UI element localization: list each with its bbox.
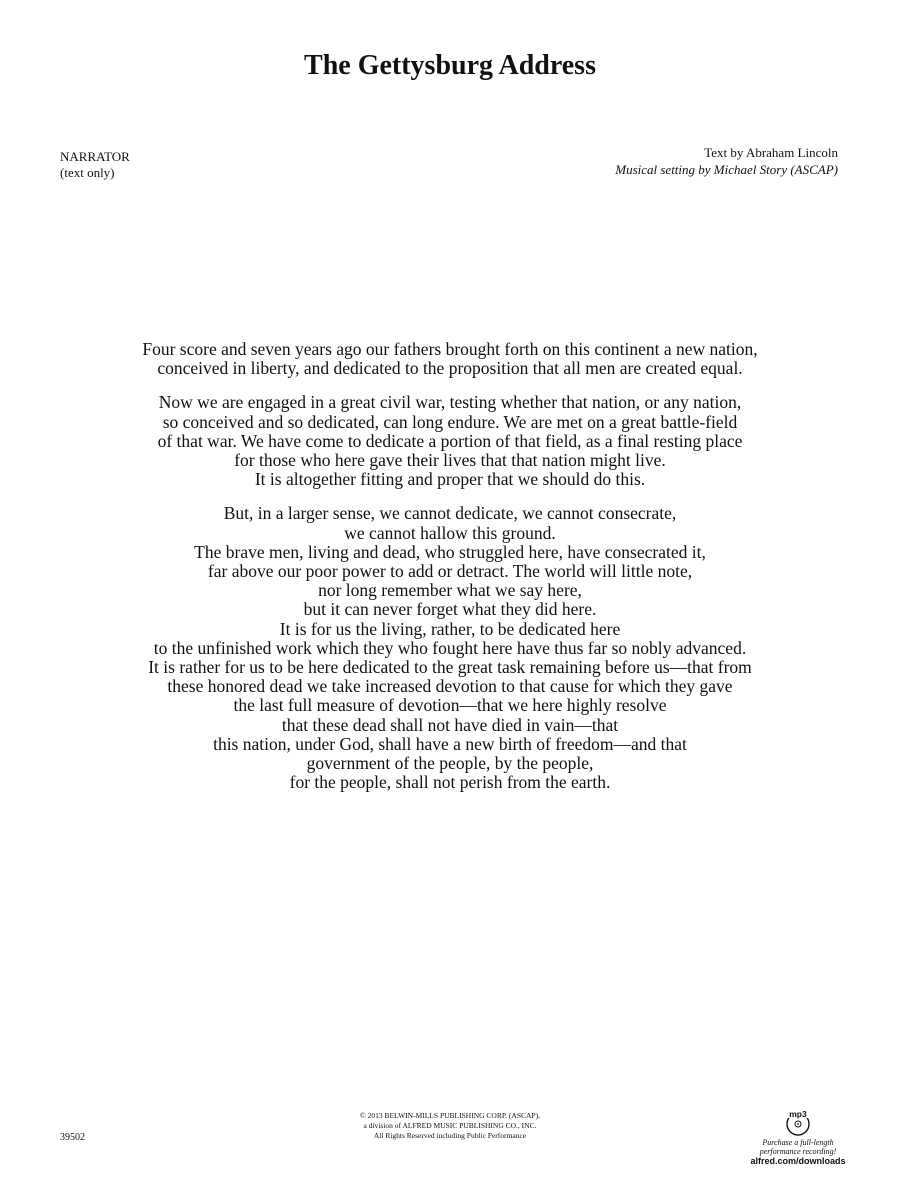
text-credit: Text by Abraham Lincoln	[704, 145, 838, 160]
mp3-download-badge	[748, 1108, 848, 1180]
part-note: (text only)	[60, 165, 115, 180]
part-label	[60, 149, 130, 181]
text-line: conceived in liberty, and dedicated to the proposition that all men are created equal.	[157, 358, 743, 379]
text-line: nor long remember what we say here,	[318, 580, 582, 601]
text-line: of that war. We have come to dedicate a portion of that field, as a final resting place	[157, 430, 743, 451]
catalog-number: 39502	[60, 1132, 85, 1143]
text-line: Now we are engaged in a great civil war, testing whether that nation, or any nation,	[158, 392, 742, 413]
text-line: government of the people, by the people,	[306, 753, 594, 774]
text-line: but it can never forget what they did here.	[303, 599, 597, 620]
copyright-line: All Rights Reserved including Public Performance	[373, 1131, 527, 1140]
page-title: The Gettysburg Address	[304, 50, 596, 81]
part-name: NARRATOR	[60, 149, 130, 164]
text-line: But, in a larger sense, we cannot dedicate, we cannot consecrate,	[223, 503, 677, 524]
text-line: this nation, under God, shall have a new birth of freedom—and that	[213, 733, 687, 754]
text-line: that these dead shall not have died in vain—that	[281, 714, 619, 735]
mp3-label: mp3	[789, 1109, 807, 1119]
stanza-3	[60, 504, 840, 792]
stanza-2	[60, 393, 840, 489]
text-line: It is for us the living, rather, to be dedicated here	[279, 618, 621, 639]
copyright-line: © 2013 BELWIN-MILLS PUBLISHING CORP. (ASCAP),	[360, 1111, 540, 1120]
text-line: the last full measure of devotion—that we here highly resolve	[233, 695, 667, 716]
mp3-disc-icon	[785, 1108, 811, 1136]
text-line: so conceived and so dedicated, can long endure. We are met on a great battle-field	[162, 411, 738, 432]
text-line: Four score and seven years ago our fathers brought forth on this continent a new nation,	[142, 339, 758, 359]
narration-text	[60, 340, 840, 807]
setting-credit: Musical setting by Michael Story (ASCAP)	[615, 162, 838, 177]
text-line: to the unfinished work which they who fought here have thus far so nobly advanced.	[153, 637, 747, 658]
text-line: we cannot hallow this ground.	[344, 522, 556, 543]
text-line: these honored dead we take increased devotion to that cause for which they gave	[167, 676, 733, 697]
promo-line: Purchase a full-length	[762, 1138, 834, 1147]
credits	[615, 144, 838, 178]
copyright-line: a division of ALFRED MUSIC PUBLISHING CO., INC.	[363, 1121, 537, 1130]
promo-text	[748, 1138, 848, 1156]
text-line: for the people, shall not perish from the earth.	[289, 772, 611, 793]
text-line: The brave men, living and dead, who struggled here, have consecrated it,	[194, 541, 706, 562]
text-line: It is altogether fitting and proper that we should do this.	[254, 469, 646, 490]
text-line: far above our poor power to add or detract. The world will little note,	[207, 561, 693, 582]
promo-line: performance recording!	[759, 1147, 837, 1156]
promo-url: alfred.com/downloads	[750, 1156, 846, 1166]
text-line: It is rather for us to be here dedicated to the great task remaining before us—that from	[148, 657, 752, 678]
stanza-1	[60, 340, 840, 378]
text-line: for those who here gave their lives that that nation might live.	[234, 450, 666, 471]
